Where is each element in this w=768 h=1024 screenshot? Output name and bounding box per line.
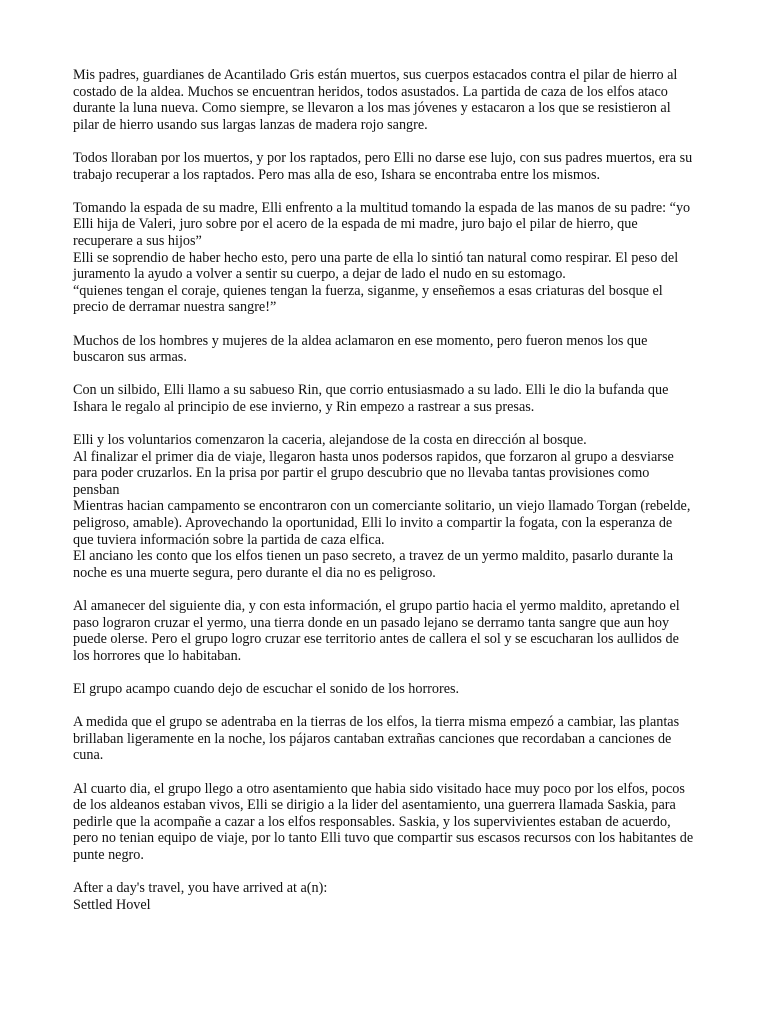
paragraph-line: “quienes tengan el coraje, quienes tengan la fuerza, siganme, y enseñemos a esas criaturas del bosque el precio de derramar nuestra sangre!”	[73, 282, 663, 316]
paragraph-line: Muchos de los hombres y mujeres de la aldea aclamaron en ese momento, pero fueron menos los que buscaron sus armas.	[73, 332, 648, 366]
paragraph-line: Elli se soprendio de haber hecho esto, pero una parte de ella lo sintió tan natural como respirar. El peso del juramento la ayudo a volver a sentir su cuerpo, a dejar de lado el nudo en su estomago.	[73, 249, 679, 283]
paragraph-6	[73, 432, 695, 581]
paragraph-4	[73, 333, 695, 366]
paragraph-line: Todos lloraban por los muertos, y por los raptados, pero Elli no darse ese lujo, con sus padres muertos, era su trabajo recuperar a los raptados. Pero mas alla de eso, Ishara se encontraba entre los mismos.	[73, 149, 693, 183]
paragraph-line: After a day's travel, you have arrived at a(n):	[73, 880, 328, 897]
paragraph-line: Al amanecer del siguiente dia, y con esta información, el grupo partio hacia el yermo maldito, apretando el paso lograron cruzar el yermo, una tierra donde en un pasado lejano se derramo tanta sangre que aun hoy puede olerse. Pero el grupo logro cruzar ese territorio antes de callera el sol y se escucharan los aullidos de los horrores que lo habitaban.	[73, 598, 680, 664]
paragraph-line: Mis padres, guardianes de Acantilado Gris están muertos, sus cuerpos estacados contra el pilar de hierro al costado de la aldea. Muchos se encuentran heridos, todos asustados. La partida de caza de los elfos ataco durante la luna nueva. Como siempre, se llevaron a los mas jóvenes y estacaron a los que se resistieron al pilar de hierro usando sus largas lanzas de madera rojo sangre.	[73, 67, 678, 133]
paragraph-line: El anciano les conto que los elfos tienen un paso secreto, a travez de un yermo maldito, pasarlo durante la noche es una muerte segura, pero durante el dia no es peligroso.	[73, 548, 674, 581]
document-page	[73, 67, 695, 913]
paragraph-line: Settled Hovel	[73, 896, 151, 913]
paragraph-8	[73, 681, 695, 698]
paragraph-7	[73, 598, 695, 664]
paragraph-3	[73, 200, 695, 316]
paragraph-line: Mientras hacian campamento se encontraron con un comerciante solitario, un viejo llamado Torgan (rebelde, peligroso, amable). Aprovechando la oportunidad, Elli lo invito a compartir la fogata, con la esperanza de que tuviera información sobre la partida de caza elfica.	[73, 498, 691, 548]
paragraph-10	[73, 781, 695, 864]
paragraph-9	[73, 714, 695, 764]
paragraph-line: A medida que el grupo se adentraba en la tierras de los elfos, la tierra misma empezó a cambiar, las plantas brillaban ligeramente en la noche, los pájaros cantaban extrañas canciones que recordaban a canciones de cuna.	[73, 714, 680, 764]
paragraph-line: Al cuarto dia, el grupo llego a otro asentamiento que habia sido visitado hace muy poco por los elfos, pocos de los aldeanos estaban vivos, Elli se dirigio a la lider del asentamiento, una guerrera llamada Saskia, para pedirle que la acompañe a cazar a los elfos responsables. Saskia, y los supervivientes estaban de acuerdo, pero no tenian equipo de viaje, por lo tanto Elli tuvo que compartir sus escasos recursos con los habitantes de punte negro.	[73, 780, 694, 863]
paragraph-line: El grupo acampo cuando dejo de escuchar el sonido de los horrores.	[73, 680, 460, 697]
paragraph-11	[73, 880, 695, 913]
paragraph-line: Tomando la espada de su madre, Elli enfrento a la multitud tomando la espada de las manos de su padre: “yo Elli hija de Valeri, juro sobre por el acero de la espada de mi madre, juro bajo el pilar de hierro, que recuperare a sus hijos”	[73, 199, 691, 249]
paragraph-5	[73, 382, 695, 415]
paragraph-line: Al finalizar el primer dia de viaje, llegaron hasta unos podersos rapidos, que forzaron al grupo a desviarse para poder cruzarlos. En la prisa por partir el grupo descubrio que no llevaba tantas provisiones como pensban	[73, 448, 674, 498]
paragraph-1	[73, 67, 695, 133]
paragraph-line: Con un silbido, Elli llamo a su sabueso Rin, que corrio entusiasmado a su lado. Elli le dio la bufanda que Ishara le regalo al principio de ese invierno, y Rin empezo a rastrear a sus presas.	[73, 382, 669, 415]
paragraph-2	[73, 150, 695, 183]
paragraph-line: Elli y los voluntarios comenzaron la caceria, alejandose de la costa en dirección al bosque.	[73, 432, 587, 449]
